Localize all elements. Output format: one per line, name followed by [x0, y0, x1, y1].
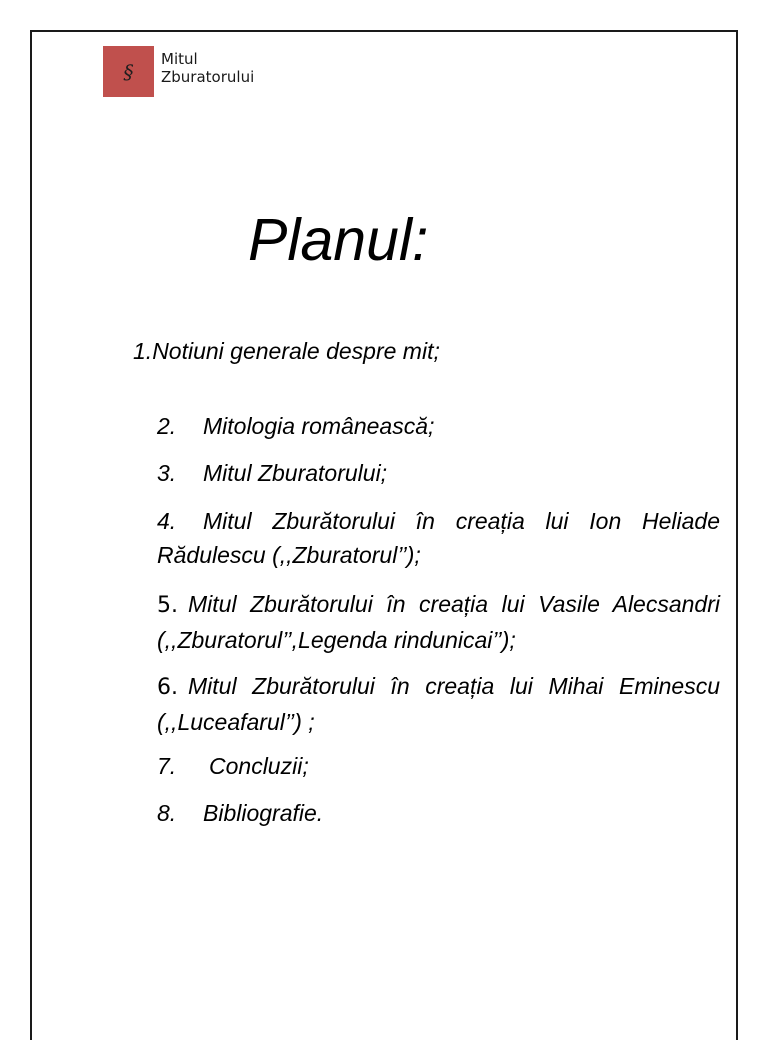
plan-item-number: 2.	[157, 413, 177, 439]
logo-text	[161, 50, 254, 86]
plan-item-number: 3.	[157, 460, 177, 486]
plan-item-4	[157, 504, 720, 572]
plan-item-text: Notiuni generale despre mit;	[152, 338, 440, 364]
plan-item-number: 6.	[157, 675, 178, 700]
plan-item-2	[157, 409, 434, 443]
plan-item-number: 1.	[133, 338, 153, 364]
plan-item-text: Concluzii;	[209, 753, 309, 779]
document-page	[30, 30, 738, 1040]
plan-item-8	[157, 796, 323, 830]
plan-item-6	[157, 669, 720, 739]
plan-item-text: Mitologia românească;	[203, 413, 435, 439]
plan-item-7	[157, 749, 309, 783]
plan-item-number: 7.	[157, 753, 177, 779]
plan-item-5	[157, 587, 720, 657]
section-sign-icon: §	[103, 46, 154, 97]
plan-item-number: 8.	[157, 800, 177, 826]
plan-item-3	[157, 456, 387, 490]
plan-item-text: Bibliografie.	[203, 800, 324, 826]
plan-item-text: Mitul Zburatorului;	[203, 460, 388, 486]
logo	[103, 46, 254, 97]
plan-item-text: Mitul Zburătorului în creația lui Ion Heliade Rădulescu (,,Zburatorul’’);	[157, 508, 720, 568]
logo-text-line1: Mitul	[161, 50, 198, 68]
plan-item-text: Mitul Zburătorului în creația lui Vasile Alecsandri (,,Zburatorul’’,Legenda rindunicai’’);	[157, 591, 720, 653]
page-title: Planul:	[248, 207, 429, 273]
plan-item-number: 4.	[157, 508, 177, 534]
plan-item-text: Mitul Zburătorului în creația lui Mihai Eminescu (,,Luceafarul’’) ;	[157, 673, 720, 735]
plan-item-1	[133, 334, 440, 368]
logo-text-line2: Zburatorului	[161, 68, 255, 86]
plan-item-number: 5.	[157, 593, 178, 618]
